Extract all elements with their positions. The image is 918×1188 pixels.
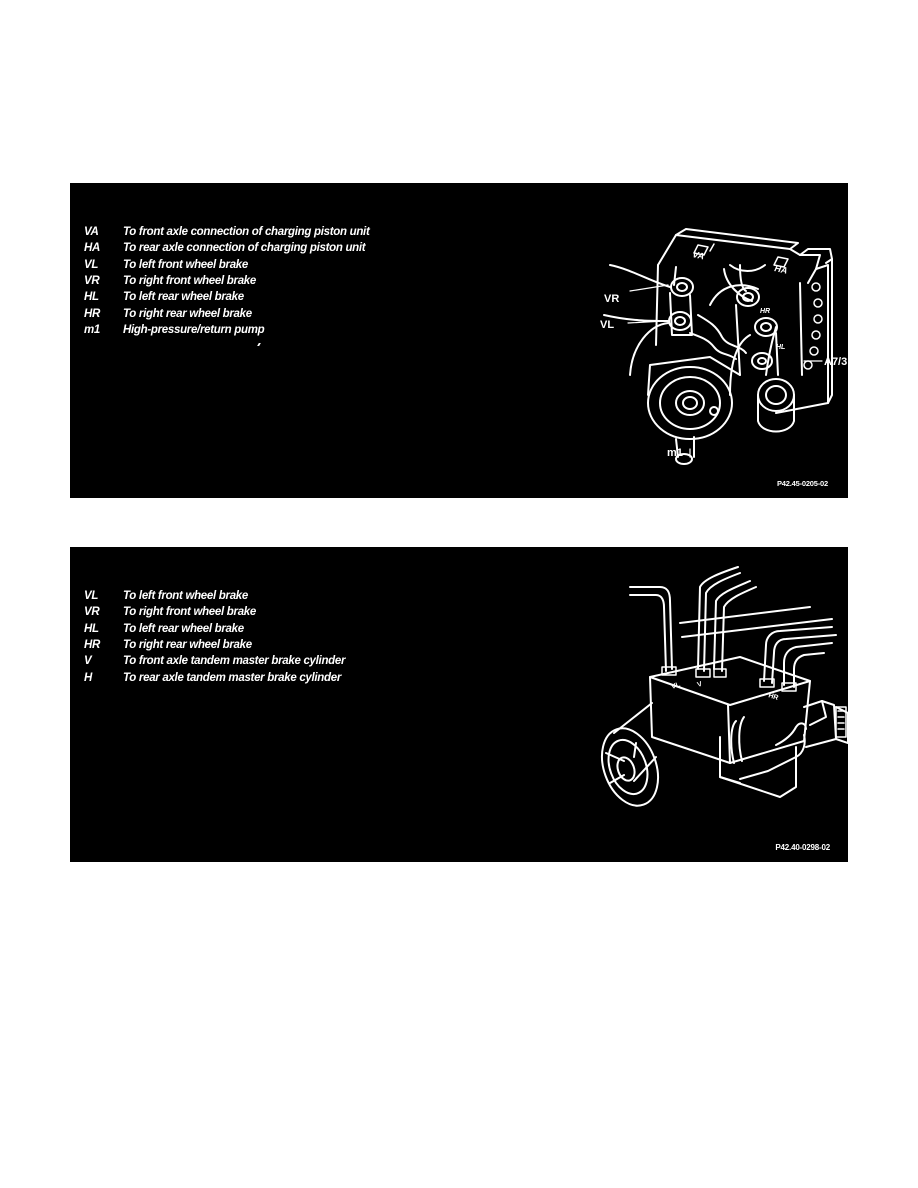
legend-item <box>84 621 345 637</box>
legend-description: To left rear wheel brake <box>123 291 244 304</box>
port-mark-ha: HA <box>773 263 789 276</box>
legend-description: To rear axle tandem master brake cylinder <box>123 671 342 684</box>
legend-description: To left rear wheel brake <box>123 622 244 635</box>
legend-description: To rear axle connection of charging piston unit <box>123 242 366 255</box>
brake-lines <box>604 265 776 395</box>
legend-item <box>84 289 369 305</box>
legend-code: VL <box>84 590 99 603</box>
legend-description: To front axle connection of charging piston unit <box>123 226 370 239</box>
hydraulic-unit-illustration <box>590 225 848 470</box>
legend-code: HL <box>84 291 99 304</box>
legend-description: To right front wheel brake <box>123 275 256 288</box>
legend-item <box>84 669 345 685</box>
legend-code: V <box>84 655 92 668</box>
figure-1-legend <box>84 224 369 338</box>
callout-a73: A7/3 <box>824 356 848 368</box>
legend-description: To right front wheel brake <box>123 606 256 619</box>
port-mark-hr: HR <box>767 692 780 703</box>
legend-code: VL <box>84 258 99 271</box>
port-labels <box>670 681 779 702</box>
legend-description: To left front wheel brake <box>123 258 248 271</box>
callout-m1: m1 <box>667 447 683 459</box>
legend-item <box>84 257 369 273</box>
port-mark-vl: VL <box>670 681 682 691</box>
port-mark-va: VA <box>691 249 706 262</box>
legend-code: VA <box>84 226 99 239</box>
figure-1-panel <box>70 183 848 498</box>
legend-code: HR <box>84 639 101 652</box>
figure-2-legend <box>84 588 345 686</box>
legend-code: VR <box>84 606 100 619</box>
legend-item <box>84 637 345 653</box>
legend-description: To right rear wheel brake <box>123 639 252 652</box>
legend-item <box>84 322 369 338</box>
electrical-connector <box>836 707 846 737</box>
callout-vl: VL <box>600 319 615 331</box>
legend-description: High-pressure/return pump <box>123 323 265 336</box>
side-port-circles <box>804 283 822 369</box>
legend-code: m1 <box>84 323 101 336</box>
scan-artifact <box>257 343 261 346</box>
legend-code: HA <box>84 242 101 255</box>
legend-description: To right rear wheel brake <box>123 307 252 320</box>
legend-code: H <box>84 671 93 684</box>
port-mark-hr: HR <box>760 308 771 315</box>
legend-item <box>84 653 345 669</box>
return-line <box>731 717 806 779</box>
legend-item <box>84 224 369 240</box>
port-mark-v: V <box>696 680 704 689</box>
legend-description: To front axle tandem master brake cylinder <box>123 655 346 668</box>
legend-code: VR <box>84 275 100 288</box>
legend-code: HL <box>84 622 99 635</box>
callout-vr: VR <box>604 293 620 305</box>
port-mark-hl: HL <box>776 344 786 351</box>
pump-motor <box>648 357 740 464</box>
figure-code: P42.45-0205-02 <box>777 479 828 488</box>
pump-motor <box>600 703 668 813</box>
legend-item <box>84 273 369 289</box>
unit-housing <box>656 229 832 413</box>
figure-2-panel <box>70 547 848 862</box>
legend-item <box>84 588 345 604</box>
legend-description: To left front wheel brake <box>123 590 248 603</box>
brake-lines <box>630 567 836 687</box>
legend-code: HR <box>84 307 101 320</box>
hydraulic-unit-illustration <box>600 557 848 827</box>
legend-item <box>84 305 369 321</box>
legend-item <box>84 240 369 256</box>
figure-code: P42.40-0298-02 <box>775 843 830 852</box>
valve-body-cylinder <box>758 379 794 432</box>
legend-item <box>84 604 345 620</box>
